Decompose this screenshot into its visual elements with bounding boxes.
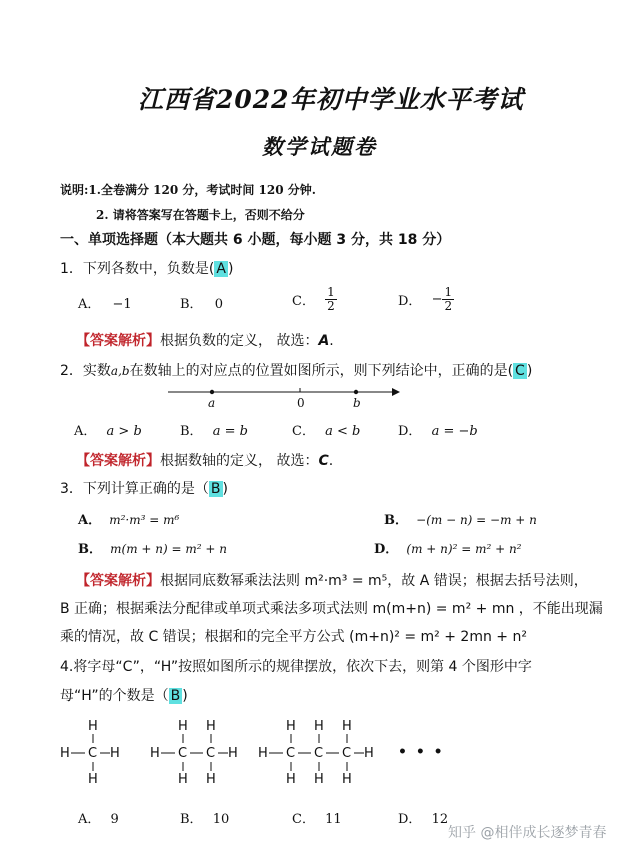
m3-h-right: H xyxy=(364,746,374,761)
q1-analysis xyxy=(76,330,334,350)
q4-stem-l2-text: 母“H”的个数是（ xyxy=(60,688,169,704)
q3-option-b1-value: −(m − n) = −m + n xyxy=(416,513,537,527)
q2-option-c-label: C． xyxy=(292,424,315,439)
m2-h-right: H xyxy=(228,746,238,761)
q2-analysis-end: . xyxy=(328,453,334,469)
q1-stem-text: 1．下列各数中，负数是( xyxy=(60,261,215,277)
q4-close: ) xyxy=(182,688,188,704)
molecule-3 xyxy=(258,718,388,794)
q1-analysis-end: . xyxy=(329,333,334,349)
q4-option-b-value: 10 xyxy=(212,812,230,827)
q1-option-d-sign: − xyxy=(431,292,443,307)
m1-h-top: H xyxy=(88,719,98,734)
m3-h-top-3: H xyxy=(342,719,352,734)
q4-option-d-label: D． xyxy=(398,812,422,827)
point-b-dot xyxy=(354,390,358,394)
molecule-1-diagram xyxy=(60,718,120,790)
point-a-dot xyxy=(210,390,214,394)
q1-analysis-answer: A xyxy=(318,333,330,349)
q3-analysis-l1: 根据同底数幂乘法法则 m²·m³ = m⁵，故 A 错误；根据去括号法则， xyxy=(160,573,588,589)
m3-c-1: C xyxy=(286,746,296,761)
q2-option-a-label: A． xyxy=(74,424,97,439)
note-line-1: 说明:1.全卷满分 120 分，考试时间 120 分钟. xyxy=(60,183,316,197)
m2-h-left: H xyxy=(150,746,160,761)
q1-option-b-value: 0 xyxy=(214,297,223,312)
q2-option-c-value: a < b xyxy=(325,424,361,439)
m2-c-1: C xyxy=(178,746,188,761)
q3-option-d xyxy=(374,538,521,557)
q3-answer-highlight: B xyxy=(210,481,221,497)
q2-option-a xyxy=(74,420,142,439)
pattern-ellipsis: • • • xyxy=(398,744,445,760)
q1-option-a-label: A． xyxy=(78,297,101,312)
m3-h-left: H xyxy=(258,746,268,761)
q2-option-c xyxy=(292,420,360,439)
m3-h-top-1: H xyxy=(286,719,296,734)
note-line-2: 2. 请将答案写在答题卡上，否则不给分 xyxy=(96,208,305,222)
q1-option-c xyxy=(292,286,337,313)
q4-stem-line-2 xyxy=(60,685,188,705)
molecule-2 xyxy=(150,718,250,794)
q1-answer-highlight: A xyxy=(216,261,226,277)
q3-option-b1 xyxy=(384,509,537,528)
q1-close: ) xyxy=(227,261,234,277)
q4-answer-highlight: B xyxy=(170,688,181,704)
q4-option-c-value: 11 xyxy=(325,812,342,827)
q3-option-b2-value: m(m + n) = m² + n xyxy=(110,542,227,556)
molecule-1 xyxy=(60,718,120,794)
q1-option-b-label: B． xyxy=(180,297,203,312)
q1-option-c-label: C． xyxy=(292,294,315,309)
m2-c-2: C xyxy=(206,746,216,761)
page-subtitle: 数学试题卷 xyxy=(262,134,377,159)
q3-option-a xyxy=(78,509,179,528)
q3-option-b2 xyxy=(78,538,227,557)
q4-stem-line-1: 4.将字母“C”，“H”按照如图所示的规律摆放，依次下去，则第 4 个图形中字 xyxy=(60,659,532,675)
m3-h-top-2: H xyxy=(314,719,324,734)
q3-option-b2-label: B． xyxy=(78,542,102,557)
q2-analysis-text: 根据数轴的定义， 故选： xyxy=(160,453,319,469)
q1-option-d xyxy=(398,286,454,313)
q1-option-a-value: −1 xyxy=(112,297,132,312)
q2-option-b-label: B． xyxy=(180,424,203,439)
q3-option-b1-label: B． xyxy=(384,513,408,528)
m1-h-left: H xyxy=(60,746,70,761)
q1-option-c-fraction xyxy=(325,286,337,313)
q3-option-d-value: (m + n)² = m² + n² xyxy=(406,542,522,556)
q3-option-d-label: D． xyxy=(374,542,399,557)
number-line-arrow xyxy=(392,388,400,396)
m3-h-bottom-2: H xyxy=(314,772,324,787)
m2-h-bottom-2: H xyxy=(206,772,216,787)
zero-label: 0 xyxy=(297,396,305,410)
q3-close: ) xyxy=(222,481,228,497)
q1-option-c-numerator: 1 xyxy=(327,285,335,299)
q2-analysis-answer: C xyxy=(318,453,329,469)
point-b-label: b xyxy=(353,396,361,410)
m1-c: C xyxy=(88,746,98,761)
q4-option-b xyxy=(180,808,229,827)
q1-analysis-text: 根据负数的定义， 故选： xyxy=(160,333,319,349)
m3-h-bottom-1: H xyxy=(286,772,296,787)
q4-option-a-value: 9 xyxy=(110,812,119,827)
q1-option-d-fraction xyxy=(442,286,454,313)
q2-option-d-value: a = −b xyxy=(431,424,478,439)
m3-c-2: C xyxy=(314,746,324,761)
q2-option-b-value: a = b xyxy=(212,424,248,439)
m1-h-right: H xyxy=(110,746,120,761)
q1-option-d-denominator: 2 xyxy=(444,299,453,313)
q3-option-a-value: m²·m³ = m⁶ xyxy=(109,513,180,527)
point-a-label: a xyxy=(208,396,216,410)
q4-option-a xyxy=(78,808,119,827)
q2-analysis xyxy=(76,450,333,470)
q4-option-d-value: 12 xyxy=(431,812,449,827)
q1-option-c-denominator: 2 xyxy=(327,299,335,313)
q2-option-d xyxy=(398,420,478,439)
q4-option-b-label: B． xyxy=(180,812,203,827)
q2-stem-vars: a,b xyxy=(110,364,130,378)
q2-stem-pre: 2．实数 xyxy=(60,363,111,379)
q2-option-d-label: D． xyxy=(398,424,422,439)
q2-analysis-tag: 【答案解析】 xyxy=(76,453,160,469)
molecule-3-diagram xyxy=(258,718,388,790)
q1-analysis-tag: 【答案解析】 xyxy=(76,333,160,349)
page-title: 江西省2022年初中学业水平考试 xyxy=(138,85,524,114)
m1-h-bottom: H xyxy=(88,772,98,787)
q3-analysis-line-2: B 正确；根据乘法分配律或单项式乘法多项式法则 m(m+n) = m² + mn ，不能出现漏 xyxy=(60,601,603,617)
section-heading: 一、单项选择题（本大题共 6 小题，每小题 3 分，共 18 分） xyxy=(60,232,451,248)
m2-h-top-1: H xyxy=(178,719,188,734)
q4-option-a-label: A． xyxy=(78,812,101,827)
q2-answer-highlight: C xyxy=(515,363,525,379)
q1-option-a xyxy=(78,293,132,312)
q3-stem xyxy=(60,478,228,498)
m2-h-top-2: H xyxy=(206,719,216,734)
q3-stem-text: 3．下列计算正确的是（ xyxy=(60,481,209,497)
m2-h-bottom-1: H xyxy=(178,772,188,787)
q1-option-b xyxy=(180,293,223,312)
watermark: 知乎 @相伴成长逐梦青春 xyxy=(448,825,607,841)
m3-c-3: C xyxy=(342,746,352,761)
q1-option-d-label: D． xyxy=(398,294,422,309)
q3-analysis-line-1 xyxy=(76,570,588,590)
q2-stem xyxy=(60,360,532,380)
q1-stem xyxy=(60,258,233,278)
molecule-2-diagram xyxy=(150,718,250,790)
number-line xyxy=(160,384,410,410)
q2-option-b xyxy=(180,420,248,439)
q3-option-a-label: A． xyxy=(78,513,102,528)
q2-option-a-value: a > b xyxy=(106,424,142,439)
q1-option-d-numerator: 1 xyxy=(444,285,453,299)
m3-h-bottom-3: H xyxy=(342,772,352,787)
q2-close: ) xyxy=(526,363,533,379)
q4-option-d xyxy=(398,808,448,827)
q4-option-c-label: C． xyxy=(292,812,315,827)
q3-analysis-line-3: 乘的情况，故 C 错误；根据和的完全平方公式 (m+n)² = m² + 2mn + n² xyxy=(60,629,527,645)
q3-analysis-tag: 【答案解析】 xyxy=(76,573,160,589)
q2-stem-post: 在数轴上的对应点的位置如图所示，则下列结论中，正确的是( xyxy=(129,363,514,379)
q4-option-c xyxy=(292,808,342,827)
